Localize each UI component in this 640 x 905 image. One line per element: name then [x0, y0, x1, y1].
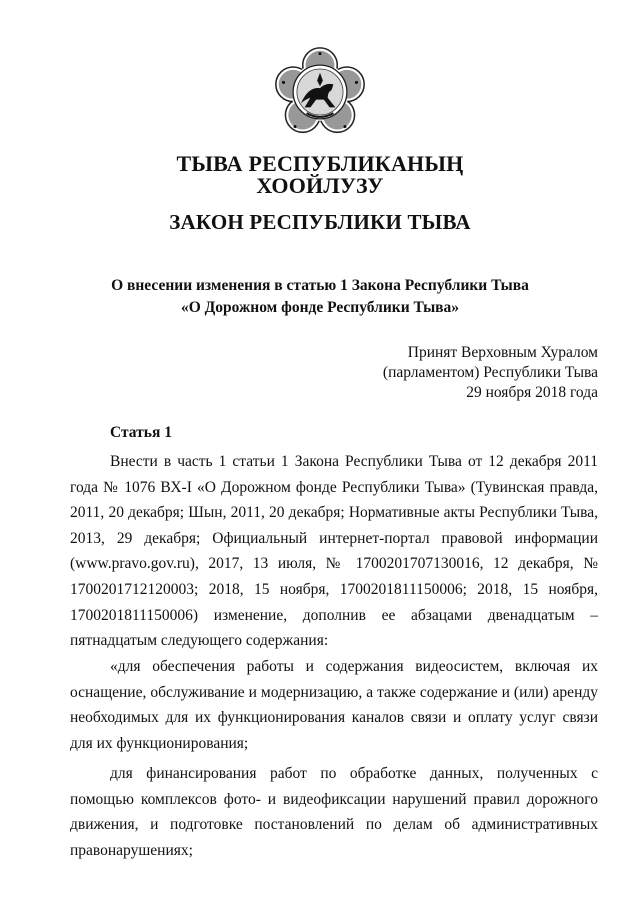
law-subject-line2: «О Дорожном фонде Республики Тыва»	[180, 299, 460, 316]
paragraph-2-text: «для обеспечения работы и содержания видеосистем, включая их оснащение, обслуживание и модернизацию, а также содержание и (или) аренду необходимых для их функционирования каналов связи и оплату услуг связи для их функционирования;	[70, 658, 598, 752]
tuva-coat-of-arms-icon	[272, 44, 368, 140]
paragraph-1-text: Внести в часть 1 статьи 1 Закона Республики Тыва от 12 декабря 2011 года № 1076 ВХ-I «О Дорожном фонде Республики Тыва» (Тувинская правда, 2011, 20 декабря; Шын, 2011, 20 декабря; Нормативные акты Республики Тыва, 2013, 29 декабря; Официальный интернет-портал правовой информации (www.pravo.gov.ru), 2017, 13 июля, № 1700201707130016, 12 декабря, № 1700201712120003; 2018, 15 ноября, 1700201811150006; 2018, 15 ноября, 1700201811150006) изменение, дополнив ее абзацами двенадцатым – пятнадцатым следующего содержания:	[70, 453, 598, 650]
law-title: ЗАКОН РЕСПУБЛИКИ ТЫВА	[169, 210, 471, 234]
tuvan-title-line1: ТЫВА РЕСПУБЛИКАНЫҢ	[176, 151, 464, 176]
article-heading: Статья 1	[110, 424, 172, 441]
article-paragraph-2	[70, 654, 598, 756]
adoption-line2: (парламентом) Республики Тыва	[382, 364, 598, 381]
law-subject	[40, 275, 600, 319]
adoption-line1: Принят Верховным Хуралом	[407, 344, 598, 361]
adoption-date: 29 ноября 2018 года	[466, 384, 598, 401]
adoption-note	[383, 343, 598, 403]
tuvan-title-line2: ХООЙЛУЗУ	[256, 173, 384, 198]
paragraph-3-text: для финансирования работ по обработке данных, полученных с помощью комплексов фото- и видеофиксации нарушений правил дорожного движения, и подготовке постановлений по делам об административных правонарушениях;	[70, 765, 598, 859]
law-subject-line1: О внесении изменения в статью 1 Закона Республики Тыва	[111, 277, 529, 294]
article-paragraph-1	[70, 449, 598, 654]
article-paragraph-3	[70, 761, 598, 863]
